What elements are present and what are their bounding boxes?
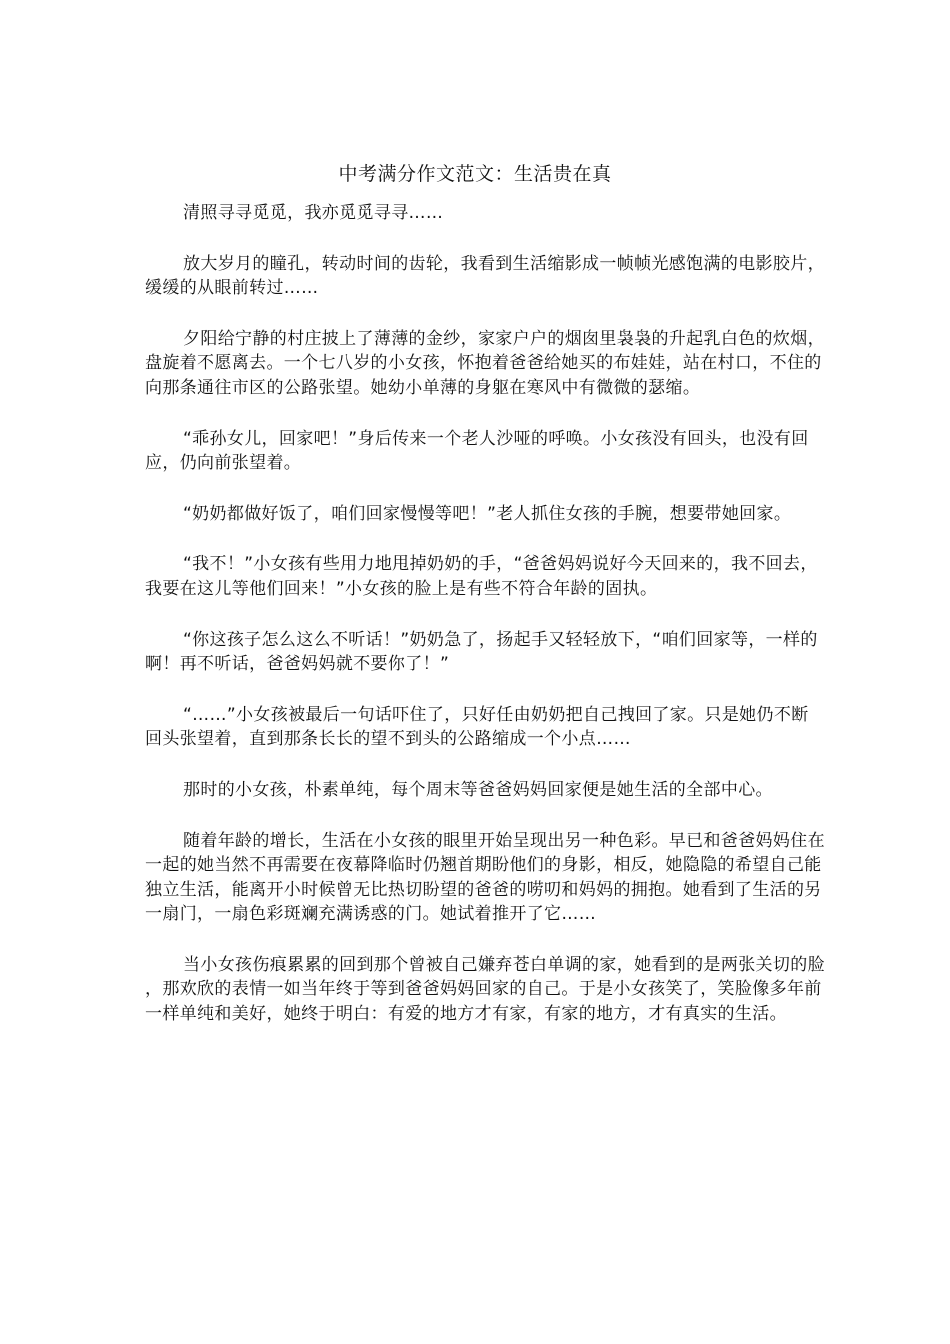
paragraph-3: 夕阳给宁静的村庄披上了薄薄的金纱，家家户户的烟囱里袅袅的升起乳白色的炊烟，盘旋着不愿离去。一个七八岁的小女孩，怀抱着爸爸给她买的布娃娃，站在村口，不住的向那条通往市区的公路张望。她幼小单薄的身躯在寒风中有微微的瑟缩。 xyxy=(145,328,825,398)
document-body xyxy=(145,201,825,1027)
paragraph-7: “你这孩子怎么这么不听话！”奶奶急了，扬起手又轻轻放下，“咱们回家等，一样的啊！再不听话，爸爸妈妈就不要你了！” xyxy=(145,629,818,675)
paragraph-11: 当小女孩伤痕累累的回到那个曾被自己嫌弃苍白单调的家，她看到的是两张关切的脸，那欢欣的表情一如当年终于等到爸爸妈妈回家的自己。于是小女孩笑了，笑脸像多年前一样单纯和美好，她终于明白：有爱的地方才有家，有家的地方，才有真实的生活。 xyxy=(145,954,825,1025)
paragraph-8: “……”小女孩被最后一句话吓住了，只好任由奶奶把自己拽回了家。只是她仍不断回头张望着，直到那条长长的望不到头的公路缩成一个小点…… xyxy=(145,704,809,750)
paragraph-6: “我不！”小女孩有些用力地甩掉奶奶的手，“爸爸妈妈说好今天回来的，我不回去，我要在这儿等他们回来！”小女孩的脸上是有些不符合年龄的固执。 xyxy=(145,554,818,599)
paragraph-9: 那时的小女孩，朴素单纯，每个周末等爸爸妈妈回家便是她生活的全部中心。 xyxy=(183,779,773,800)
paragraph-1: 清照寻寻觅觅，我亦觅觅寻寻…… xyxy=(183,203,444,223)
paragraph-10: 随着年龄的增长，生活在小女孩的眼里开始呈现出另一种色彩。早已和爸爸妈妈住在一起的她当然不再需要在夜幕降临时仍翘首期盼他们的身影，相反，她隐隐的希望自己能独立生活，能离开小时候曾无比热切盼望的爸爸的唠叨和妈妈的拥抱。她看到了生活的另一扇门，一扇色彩斑斓充满诱惑的门。她试着推开了它…… xyxy=(145,830,825,925)
paragraph-2: 放大岁月的瞳孔，转动时间的齿轮，我看到生活缩影成一帧帧光感饱满的电影胶片，缓缓的从眼前转过…… xyxy=(145,253,825,299)
document-title: 中考满分作文范文：生活贵在真 xyxy=(338,163,612,185)
paragraph-5: “奶奶都做好饭了，咱们回家慢慢等吧！”老人抓住女孩的手腕，想要带她回家。 xyxy=(183,503,792,524)
paragraph-4: “乖孙女儿，回家吧！”身后传来一个老人沙哑的呼唤。小女孩没有回头，也没有回应，仍向前张望着。 xyxy=(145,428,809,474)
